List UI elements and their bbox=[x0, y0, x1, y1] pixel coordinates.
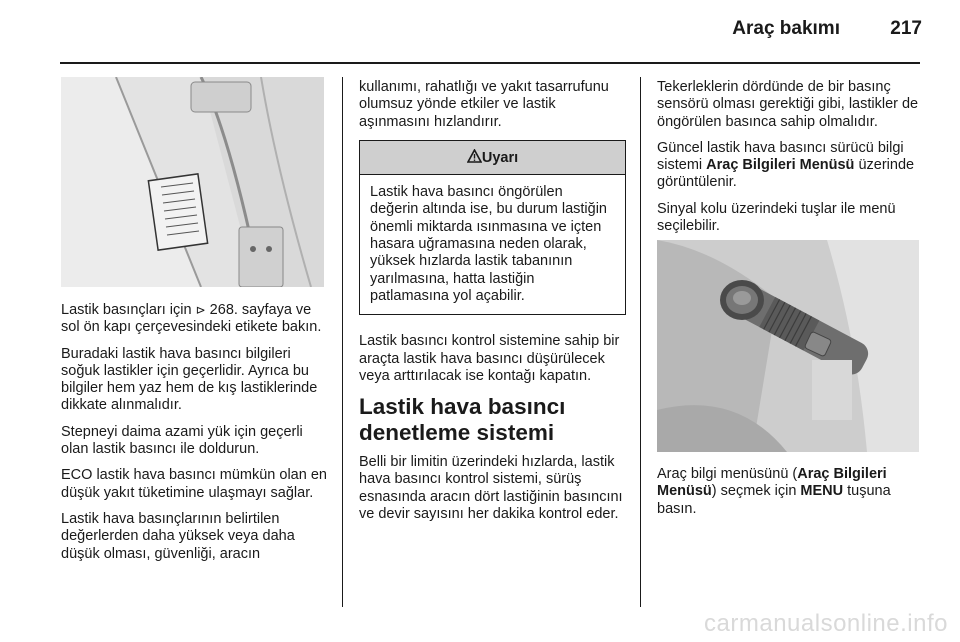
menu-name-bold: Araç Bilgileri Menüsü bbox=[706, 157, 855, 174]
text-span: üzerinde görüntülenir. bbox=[657, 157, 915, 191]
warning-title: Uyarı bbox=[481, 149, 519, 166]
header-rule bbox=[60, 62, 920, 64]
column-1 bbox=[61, 302, 327, 572]
text-span: Güncel lastik hava basıncı sürücü bilgi sistemi bbox=[657, 139, 904, 174]
text-span: Lastik basınçları için bbox=[61, 302, 196, 318]
paragraph: Stepneyi daima azami yük için geçerli olan lastik basıncı ile doldurun. bbox=[61, 423, 303, 458]
column-3 bbox=[657, 79, 921, 244]
door-frame-illustration bbox=[61, 77, 324, 287]
running-header-title: Araç bakımı bbox=[732, 18, 840, 39]
section-heading: Lastik hava basıncı denetleme sistemi bbox=[359, 394, 566, 446]
paragraph: Buradaki lastik hava basıncı bilgileri soğuk lastikler için geçerlidir. Ayrıca bu bilgiler hem yaz hem de kış lastiklerinde dikkate alınmalıdır. bbox=[61, 345, 318, 414]
column-3-lower bbox=[657, 466, 921, 527]
warning-header bbox=[360, 141, 625, 175]
menu-button-name: MENU bbox=[800, 483, 844, 500]
warning-body: Lastik hava basıncı öngörülen değerin altında ise, bu durum lastiğin önemli miktarda ısınmasına ve içten hasara uğramasına neden olarak, yüksek hızlarda lastik tabanının yarılmasına, hatta lastiğin patlamasına yol açabilir. bbox=[370, 184, 607, 304]
column-divider-2 bbox=[640, 77, 641, 607]
text-span: Araç bilgi menüsünü ( bbox=[657, 466, 798, 482]
paragraph: Sinyal kolu üzerindeki tuşlar ile menü seçilebilir. bbox=[657, 200, 896, 235]
paragraph: ECO lastik hava basıncı mümkün olan en düşük yakıt tüketimine ulaşmayı sağlar. bbox=[61, 467, 327, 501]
page-number: 217 bbox=[890, 18, 922, 39]
column-divider-1 bbox=[342, 77, 343, 607]
column-2 bbox=[359, 79, 626, 532]
text-span: 268. sayfaya ve sol ön kapı çerçevesindeki etikete bakın. bbox=[61, 302, 322, 336]
warning-box bbox=[359, 140, 626, 315]
door-frame-label-figure bbox=[61, 77, 324, 287]
paragraph bbox=[657, 140, 921, 192]
paragraph: kullanımı, rahatlığı ve yakıt tasarrufunu olumsuz yönde etkiler ve lastik aşınmasını hızlandırır. bbox=[359, 79, 609, 130]
menu-name-bold: Araç Bilgileri Menüsü bbox=[657, 466, 887, 500]
text-span: tuşuna basın. bbox=[657, 483, 891, 517]
text-span: ) seçmek için bbox=[711, 483, 801, 500]
turn-signal-stalk-figure bbox=[657, 240, 919, 452]
warning-triangle-icon bbox=[467, 149, 482, 163]
turn-signal-stalk-illustration bbox=[657, 240, 919, 452]
paragraph bbox=[61, 302, 327, 337]
watermark: carmanualsonline.info bbox=[704, 610, 948, 637]
paragraph: Belli bir limitin üzerindeki hızlarda, lastik hava basıncı kontrol sistemi, sürüş esnasında aracın dört lastiğinin basıncını ve devir sayısını her dakika kontrol eder. bbox=[359, 454, 623, 523]
cross-reference-arrow-icon: ⊳ bbox=[195, 303, 206, 317]
paragraph: Tekerleklerin dördünde de bir basınç sensörü olması gerektiği gibi, lastikler de öngörülen basınca sahip olmalıdır. bbox=[657, 79, 919, 130]
paragraph: Lastik hava basınçlarının belirtilen değerlerden daha yüksek veya daha düşük olması, güvenliği, aracın bbox=[61, 510, 295, 562]
paragraph: Lastik basıncı kontrol sistemine sahip bir araçta lastik hava basıncı düşürülecek veya arttırılacak ise kontağı kapatın. bbox=[359, 333, 620, 384]
paragraph bbox=[657, 466, 921, 518]
